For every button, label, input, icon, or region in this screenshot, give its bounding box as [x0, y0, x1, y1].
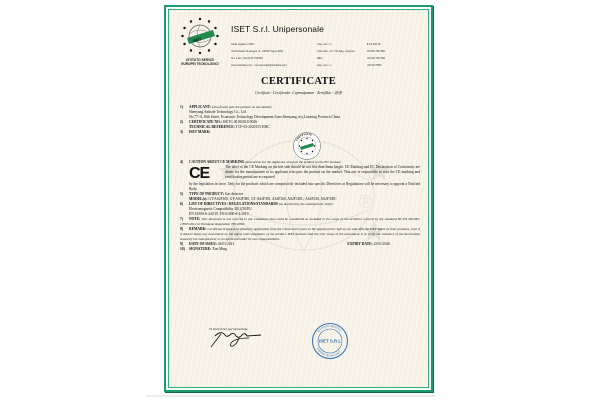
detail-left: Via Donatori di sangue, 9 - 00020 Vigne (RN) — [231, 50, 284, 53]
section-note: (as declared by the manufacturer itself): — [278, 202, 334, 206]
section-note — [180, 217, 420, 227]
svg-text:ISET: ISET — [192, 36, 203, 44]
certificate-title: CERTIFICATE — [260, 76, 337, 87]
detail-label: Cod. Fisc. e P. IVA Reg. Imprese — [317, 50, 355, 53]
note-text: This document is not referred to any evaluation that could be considered as included in the scope of the activities covered by the standard BS EN ISO/IEC 17065:2012 or European Regulation 765/2008. — [180, 217, 420, 226]
remark-text: Certificate is issued on voluntary application from the Client and it gives to the applicant the right to use and affix the ISET Mark on their products, even if it doesn't imply any assessment on the safety and compliance of the product. ISET declares that the only scope of the assessment is to verify the existence of the declaration issued by the manufacturer or an applicant under its own responsibilities. — [180, 227, 420, 241]
iset-certificate-mark-icon — [292, 131, 322, 161]
detail-label: REA — [317, 57, 323, 60]
section-number: 4) — [180, 160, 183, 164]
certificate-body — [180, 105, 420, 252]
certificate-frame — [164, 5, 433, 392]
section-label: SIGNATURE: — [189, 247, 212, 251]
section-directives — [180, 202, 420, 217]
section-remark — [180, 227, 420, 242]
directive-line: Electromagnetic Compatibility 2014/30/EU — [189, 207, 252, 211]
section-number: 10) — [180, 247, 185, 251]
section-number: 6) — [180, 202, 183, 206]
svg-text:CERTIFICATE: CERTIFICATE — [295, 132, 313, 142]
company-detail-row — [231, 55, 429, 62]
section-signature — [180, 247, 420, 252]
company-detail-row — [231, 48, 429, 55]
certificate-subtitle: Certificat - Certificado- Сертификат - Zertifikat - 證書 — [255, 91, 342, 95]
detail-left: www.isetitalia.com - commerciale@isetitalia.com — [231, 64, 287, 67]
detail-value: € 10.400,00 — [367, 43, 381, 46]
section-note: (Instruction for the Applicant who puts the product on the EU market): — [245, 160, 342, 164]
section-label: CERTIFICATE NO.: — [189, 120, 222, 124]
iset-globe-logo-icon — [179, 16, 221, 56]
issue-date-value: 26/01/2021 — [217, 242, 235, 246]
logo-caption-line2: EUROPEI TECNOLOGICI — [181, 62, 219, 66]
standard-line: EN 61000-6-4:2019, EN 61000-6-2:2019 — [189, 212, 249, 216]
section-label: REMARK: — [189, 227, 207, 231]
applicant-address: No.77-11,16th Street, Economic Technology Development Zone,Shenyang city,Liaoning Province,China — [189, 115, 340, 119]
detail-label: Cap. soc. i.v. — [317, 43, 332, 46]
expiry-date-value: 25/01/2026 — [373, 242, 390, 246]
detail-value: 02 032 750 380 — [367, 50, 386, 53]
company-detail-row — [231, 41, 429, 48]
section-number: 9) — [180, 242, 183, 246]
company-details — [231, 41, 429, 69]
section-number: 5) — [180, 192, 183, 196]
detail-label: Cap. soc. i.v. — [317, 64, 332, 67]
section-label: APPLICANT: — [189, 105, 211, 109]
certificate-paper — [168, 9, 429, 388]
handwritten-signature-icon — [209, 326, 269, 348]
applicant-company: Shenyang Ambole Technology Co., Ltd — [189, 110, 246, 114]
company-name: ISET S.r.l. Unipersonale — [231, 24, 324, 34]
legal-representative-note: On behalf of the Legal representative — [209, 328, 248, 331]
detail-left: Sede Legale e Uffici — [231, 43, 255, 46]
section-number: 1) — [180, 105, 183, 109]
page-shadow — [146, 395, 436, 397]
section-iset-mark — [180, 130, 420, 160]
product-type: Gas detector — [224, 192, 243, 196]
section-label: LIST OF DIRECTIVES / REGULATIONS/STANDARDS — [189, 202, 278, 206]
section-ce-caution — [180, 160, 420, 192]
section-number: 2) — [180, 120, 183, 124]
svg-text:EUROPEI TECNOLOGICI — [316, 347, 342, 357]
detail-value: 02 032 750 380 — [367, 57, 386, 60]
section-number: 3) — [180, 130, 183, 134]
logo-caption-line1: ISTITUTO SERVIZI — [186, 58, 214, 62]
section-applicant — [180, 105, 420, 120]
section-certificate — [180, 120, 420, 130]
section-label: ISET MARK: — [189, 130, 211, 134]
section-note: (who finally puts the product on the market) — [211, 105, 272, 109]
section-product — [180, 192, 420, 202]
section-label: NOTE: — [189, 217, 201, 221]
stamp-ring-bottom: EUROPEI TECNOLOGICI — [315, 347, 342, 358]
section-number: 7) — [180, 217, 183, 221]
logo-caption — [173, 58, 227, 66]
ce-block — [180, 165, 420, 182]
certificate-number: ISETC.0018202110026 — [222, 120, 257, 124]
signatory-name: Xue Ming — [212, 247, 227, 251]
section-label: TYPE OF PRODUCT: — [189, 192, 224, 196]
technical-reference-value: TCF-03-2020155-EMC — [235, 125, 270, 129]
detail-left: Tel. e fax +39 (0)75 764090 — [231, 57, 263, 60]
detail-value: VR 0217850 — [367, 64, 382, 67]
svg-text:®: ® — [359, 192, 373, 212]
issue-date-label: DATE OF ISSUE: — [189, 242, 217, 246]
model-label: MODEL(s): — [189, 197, 208, 201]
section-label: CAUTION ABOUT CE MARKING — [189, 160, 245, 164]
stamp-ring-top: ISTITUTO SERVIZI — [316, 323, 343, 334]
ce-marking-icon: CE — [189, 165, 210, 182]
ce-caution-text-continued: by the legislation in force. Only for the products which are compulsorily included into specific Directives or Regulations will be necessary to appoint a Notified Body. — [189, 182, 420, 191]
stamp-text: ISET S.R.L — [318, 338, 342, 344]
company-detail-row — [231, 62, 429, 69]
ce-caution-text: The label of the CE Marking on the left side should be not less than 5mm height. CE Marking and EC Declaration of Conformity are duties for the manufacturer or its applicant who puts the product on the market. This one is responsible to start the CE marking and certification period are as required — [225, 165, 420, 179]
company-stamp-icon — [311, 322, 349, 360]
model-list: GT-AS2F300, GT-AS2F380, GT-AS2F381, AS2F360, AS2F310C, AS2F330, AS2F330C — [208, 197, 337, 201]
technical-reference-label: TECHNICAL REFERENCE: — [189, 125, 235, 129]
expiry-date-label: EXPIRY DATE: — [347, 242, 373, 246]
section-number: 8) — [180, 227, 183, 231]
